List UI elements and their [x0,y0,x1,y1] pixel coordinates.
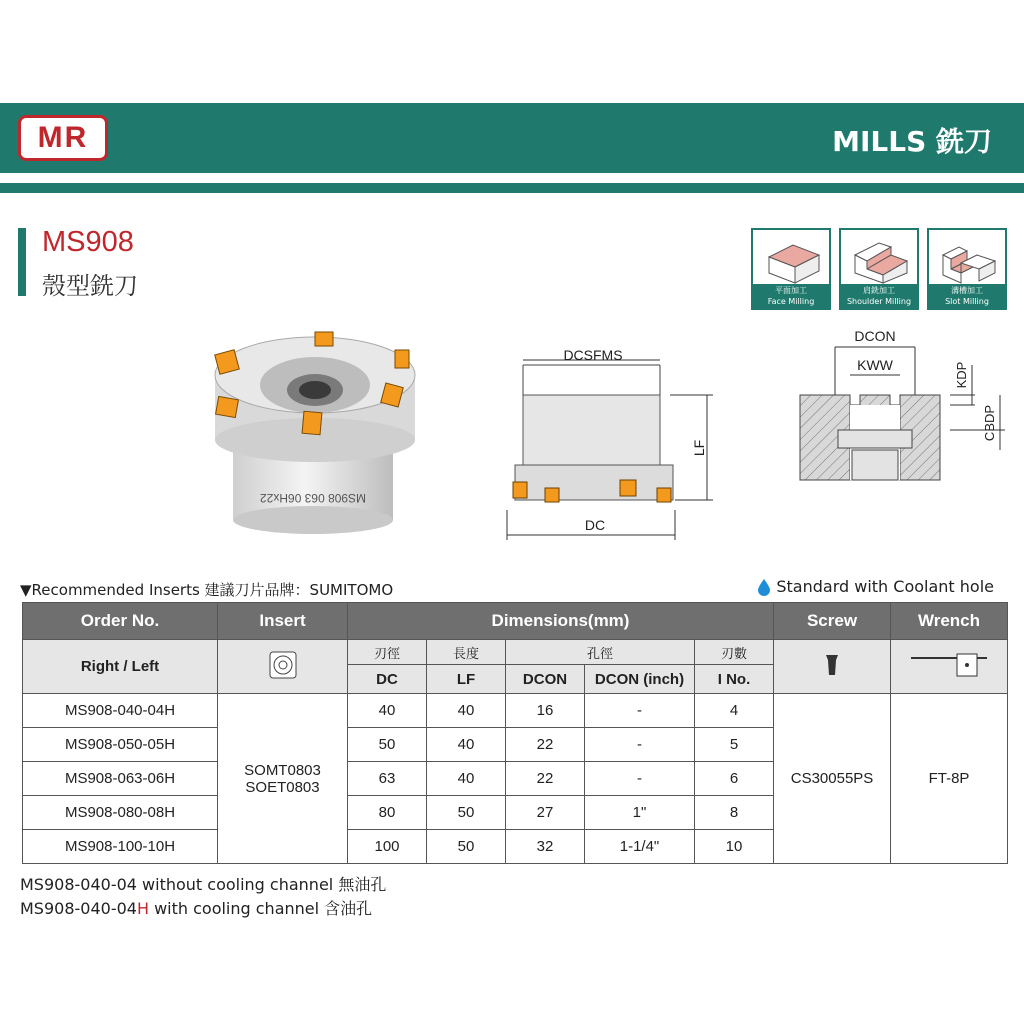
photo-engraving: MS908 063 06Hx22 [259,491,367,505]
lf-value: 40 [427,762,506,796]
insert-line1: SOMT0803 [244,761,321,779]
dcon-value: 16 [506,694,585,728]
order-no: MS908-050-05H [23,728,218,762]
slot-milling-icon [937,235,1001,287]
op-label-zh: 肩銑加工 [863,286,895,295]
dc-value: 50 [348,728,427,762]
note-text: without cooling channel 無油孔 [136,875,387,894]
insert-cell [218,694,348,864]
dc-value: 63 [348,762,427,796]
header-stripe [0,183,1024,193]
label-dc: DC [584,517,606,533]
triangle-marker: ▼ [20,581,32,599]
wrench-icon-cell [891,640,1008,694]
product-model: MS908 [42,226,134,258]
product-photo [205,330,420,535]
screw-icon-cell [774,640,891,694]
coolant-drop-icon [757,578,771,596]
ino-value: 10 [695,830,774,864]
note-code: MS908-040-04 [20,899,137,918]
recommend-text: Recommended Inserts 建議刀片品牌：SUMITOMO [31,581,394,599]
lf-label: LF [427,665,506,694]
shoulder-milling-icon [849,235,913,287]
ino-value: 6 [695,762,774,796]
op-label-en: Slot Milling [945,297,989,306]
lf-value: 50 [427,796,506,830]
coolant-note [757,577,994,596]
col-dimensions: Dimensions(mm) [348,603,774,640]
note-with-coolant [20,896,372,919]
dc-value: 40 [348,694,427,728]
col-screw: Screw [774,603,891,640]
section-title: MILLS 銑刀 [832,125,992,158]
lf-value: 50 [427,830,506,864]
order-no: MS908-063-06H [23,762,218,796]
dcon-inch-value: 1-1/4" [585,830,695,864]
logo-text: MR [37,121,89,154]
dc-value: 100 [348,830,427,864]
screw-icon [825,654,839,676]
face-milling-icon [761,235,825,287]
insert-shape-cell [218,640,348,694]
dcon-value: 27 [506,796,585,830]
dcon-value: 22 [506,762,585,796]
order-no: MS908-040-04H [23,694,218,728]
order-no: MS908-080-08H [23,796,218,830]
ino-value: 5 [695,728,774,762]
dcon-inch-label: DCON (inch) [585,665,695,694]
label-dcsfms: DCSFMS [563,347,623,363]
ino-label: I No. [695,665,774,694]
coolant-text: Standard with Coolant hole [776,577,994,596]
dcon-inch-value: - [585,694,695,728]
ino-value: 4 [695,694,774,728]
op-label-en: Shoulder Milling [846,297,912,306]
op-shoulder-milling [839,228,919,310]
col-insert: Insert [218,603,348,640]
op-label-zh: 平面加工 [775,286,807,295]
label-lf: LF [691,439,707,457]
square-insert-icon [268,650,298,680]
order-no: MS908-100-10H [23,830,218,864]
op-face-milling [751,228,831,310]
dcon-zh: 孔徑 [506,640,695,665]
spec-table [22,602,1008,864]
note-h-mark: H [136,899,149,918]
side-view-drawing [495,340,720,545]
dc-value: 80 [348,796,427,830]
ino-value: 8 [695,796,774,830]
lf-zh: 長度 [427,640,506,665]
op-label-en: Face Milling [767,297,815,306]
brand-logo [18,115,108,161]
title-accent-bar [18,228,26,296]
dc-label: DC [348,665,427,694]
label-dcon: DCON [854,328,896,344]
wrench-icon [909,652,989,678]
label-cbdp: CBDP [982,404,997,442]
cross-section-drawing [790,325,1010,495]
dcon-value: 32 [506,830,585,864]
lf-value: 40 [427,694,506,728]
col-wrench: Wrench [891,603,1008,640]
wrench-value: FT-8P [891,694,1008,864]
op-slot-milling [927,228,1007,310]
dcon-label: DCON [506,665,585,694]
label-kww: KWW [857,357,893,373]
right-left-label: Right / Left [23,640,218,694]
insert-line2: SOET0803 [245,778,320,796]
screw-value: CS30055PS [774,694,891,864]
recommend-line [20,579,393,600]
dcon-inch-value: - [585,762,695,796]
note-code: MS908-040-04 [20,875,137,894]
note-without-coolant [20,872,386,895]
dcon-value: 22 [506,728,585,762]
dcon-inch-value: - [585,728,695,762]
op-label-zh: 溝槽加工 [951,286,983,295]
lf-value: 40 [427,728,506,762]
table-row [23,694,1008,728]
ino-zh: 刃數 [695,640,774,665]
label-kdp: KDP [954,361,969,389]
col-order-no: Order No. [23,603,218,640]
note-text: with cooling channel 含油孔 [148,899,373,918]
dcon-inch-value: 1" [585,796,695,830]
product-subtitle: 殼型銑刀 [42,272,138,300]
dc-zh: 刃徑 [348,640,427,665]
